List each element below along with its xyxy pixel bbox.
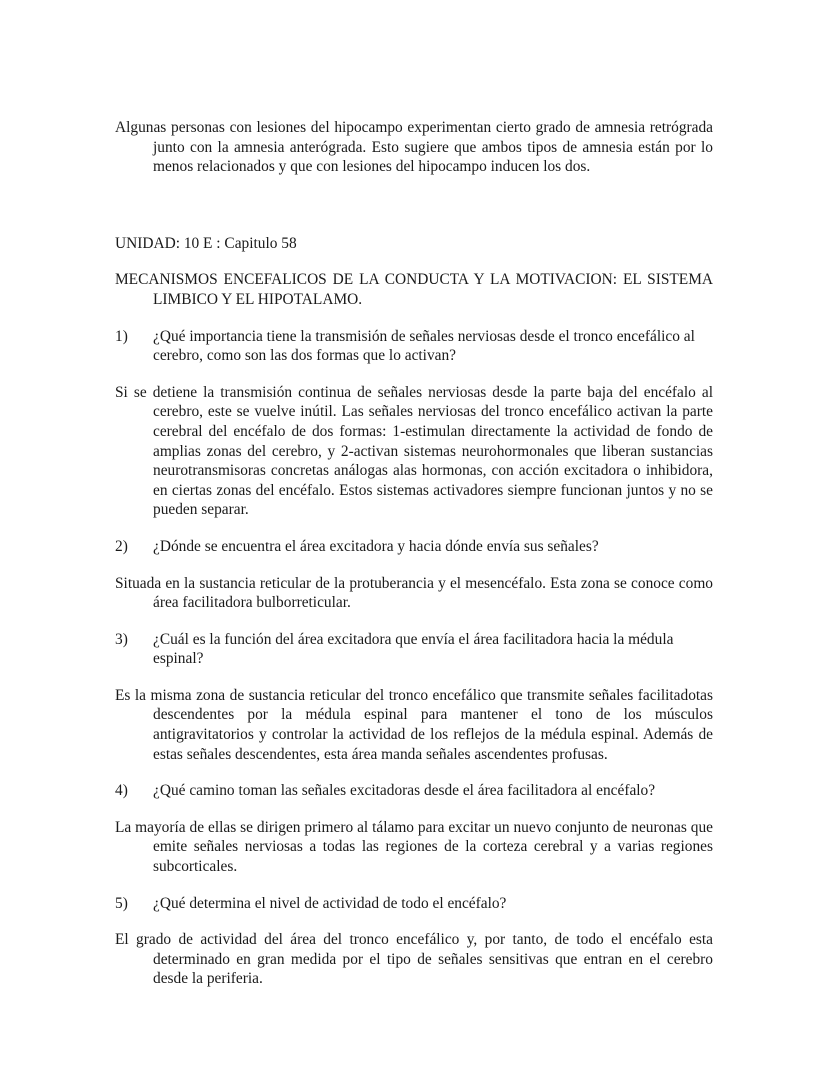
question-number: 3) xyxy=(115,630,128,648)
question-5 xyxy=(115,894,713,914)
answer-5: El grado de actividad del área del tronco encefálico y, por tanto, de todo el encéfalo esta determinado en gran medida por el tipo de señales sensitivas que entran en el cerebro desde la periferia. xyxy=(115,931,713,988)
question-3 xyxy=(115,630,713,669)
question-text: ¿Qué importancia tiene la transmisión de señales nerviosas desde el tronco encefálico al cerebro, como son las dos formas que lo activan? xyxy=(153,327,695,365)
question-number: 1) xyxy=(115,327,128,345)
answer-4: La mayoría de ellas se dirigen primero al tálamo para excitar un nuevo conjunto de neuronas que emite señales nerviosas a todas las regiones de la corteza cerebral y a varias regiones subcorticales. xyxy=(115,818,713,876)
answer-2: Situada en la sustancia reticular de la protuberancia y el mesencéfalo. Esta zona se conoce como área facilitadora bulborreticular. xyxy=(115,574,713,612)
question-text: ¿Dónde se encuentra el área excitadora y hacia dónde envía sus señales? xyxy=(153,537,599,555)
answer-1: Si se detiene la transmisión continua de señales nerviosas desde la parte baja del encéfalo al cerebro, este se vuelve inútil. Las señales nerviosas del tronco encefálico activan la parte cerebral del encéfalo de dos formas: 1-estimulan directamente la actividad de fondo de amplias zonas del cerebro, y 2-activan sistemas neurohormonales que liberan sustancias neurotransmisoras concretas análogas alas hormonas, con acción excitadora o inhibidora, en ciertas zonas del encéfalo. Estos sistemas activadores siempre funcionan juntos y no se pueden separar. xyxy=(115,383,713,519)
question-number: 4) xyxy=(115,782,128,800)
question-number: 5) xyxy=(115,894,128,912)
question-text: ¿Cuál es la función del área excitadora que envía el área facilitadora hacia la médula espinal? xyxy=(153,630,674,668)
question-text: ¿Qué camino toman las señales excitadoras desde el área facilitadora al encéfalo? xyxy=(153,782,656,800)
question-number: 2) xyxy=(115,537,128,555)
question-4 xyxy=(115,781,713,801)
intro-paragraph: Algunas personas con lesiones del hipocampo experimentan cierto grado de amnesia retrógrada junto con la amnesia anterógrada. Esto sugiere que ambos tipos de amnesia están por lo menos relacionados y que con lesiones del hipocampo inducen los dos. xyxy=(115,119,713,176)
question-2 xyxy=(115,537,713,557)
question-text: ¿Qué determina el nivel de actividad de todo el encéfalo? xyxy=(153,894,507,912)
unit-heading: UNIDAD: 10 E : Capitulo 58 xyxy=(115,234,297,252)
chapter-title: MECANISMOS ENCEFALICOS DE LA CONDUCTA Y LA MOTIVACION: EL SISTEMA LIMBICO Y EL HIPOTALAMO. xyxy=(115,271,713,308)
answer-3: Es la misma zona de sustancia reticular del tronco encefálico que transmite señales facilitadotas descendentes por la médula espinal para mantener el tono de los músculos antigravitatorios y controlar la actividad de los reflejos de la médula espinal. Además de estas señales descendentes, esta área manda señales ascendentes profusas. xyxy=(115,686,713,763)
question-1 xyxy=(115,327,713,366)
document-page xyxy=(115,118,713,989)
